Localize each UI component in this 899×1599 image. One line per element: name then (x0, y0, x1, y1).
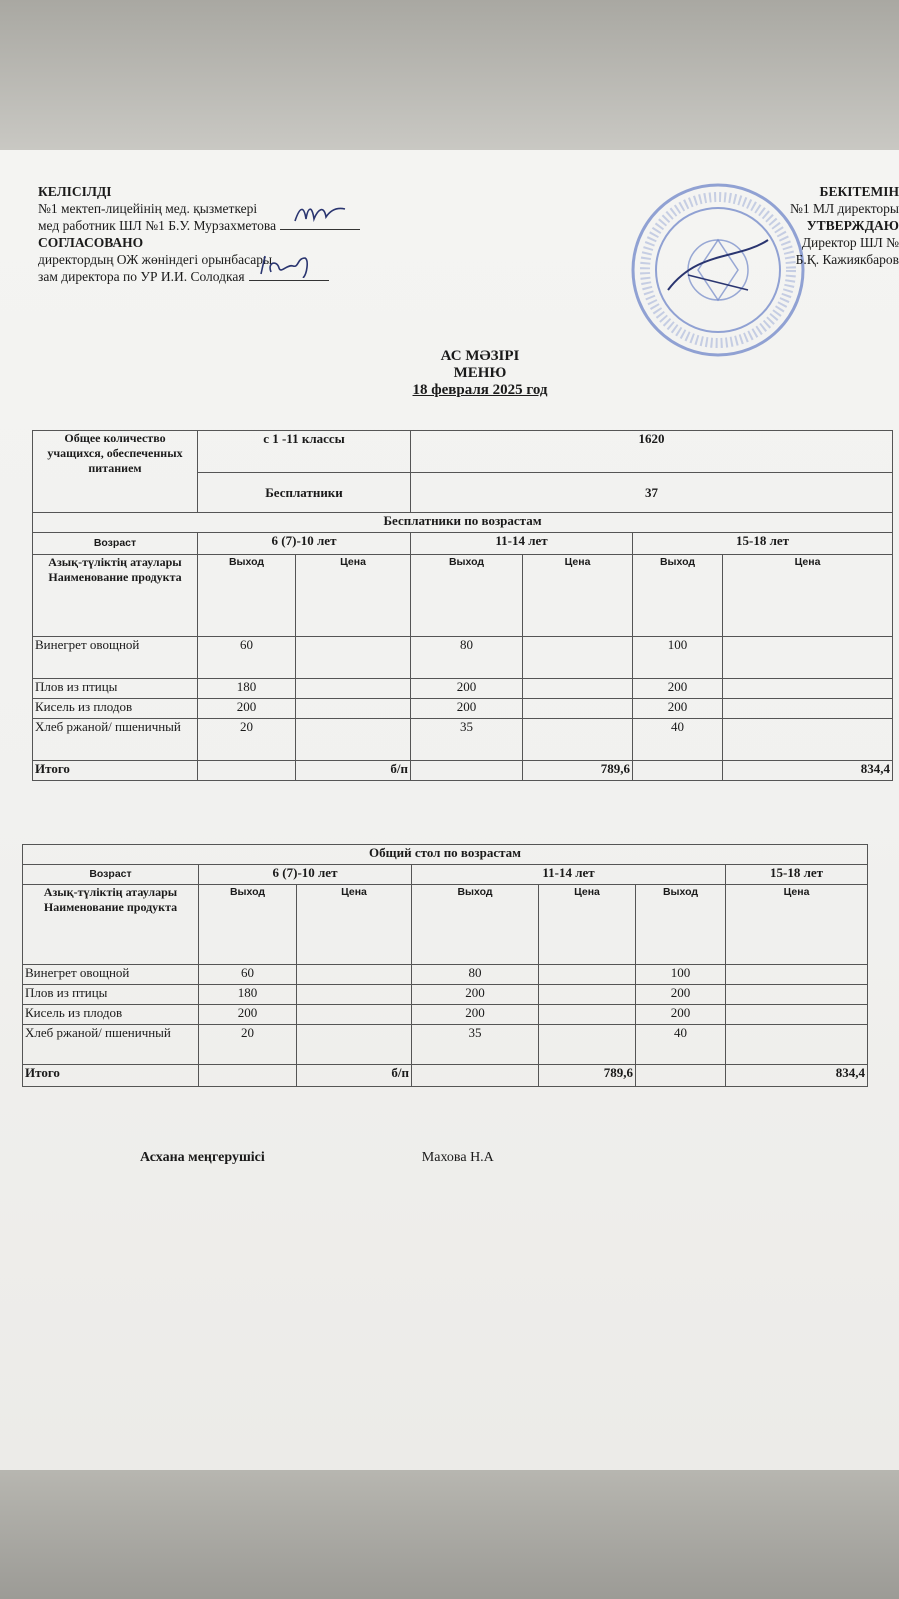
price-header: Цена (297, 885, 412, 965)
output-value: 100 (633, 637, 723, 679)
price-cell (297, 965, 412, 985)
output-value: 60 (199, 965, 297, 985)
price-cell (523, 679, 633, 699)
document-title (0, 348, 899, 399)
output-value: 180 (199, 985, 297, 1005)
signature-footer (140, 1150, 494, 1166)
approve-ru: УТВЕРЖДАЮ (806, 218, 899, 233)
product-name: Хлеб ржаной/ пшеничный (33, 719, 198, 761)
age-label: Возраст (33, 533, 198, 555)
free-label: Бесплатники (198, 473, 411, 513)
output-value: 180 (198, 679, 296, 699)
output-header: Выход (636, 885, 726, 965)
price-cell (726, 985, 868, 1005)
price-cell (523, 637, 633, 679)
total-age-2: 789,6 (523, 761, 633, 781)
free-meals-table (32, 430, 893, 781)
director-kz: №1 МЛ директоры (789, 201, 899, 216)
price-cell (723, 699, 893, 719)
price-cell (723, 719, 893, 761)
med-worker-ru: мед работник ШЛ №1 Б.У. Мурзахметова (38, 218, 277, 233)
title-date: 18 февраля 2025 год (412, 382, 548, 398)
total-age-1: б/п (297, 1065, 412, 1087)
price-cell (726, 1005, 868, 1025)
table-row (33, 719, 893, 761)
output-value: 80 (411, 637, 523, 679)
product-name: Плов из птицы (23, 985, 199, 1005)
output-header: Выход (412, 885, 539, 965)
agreed-ru: СОГЛАСОВАНО (38, 235, 144, 250)
title-kz: АС МӘЗІРІ (440, 348, 520, 364)
total-empty (636, 1065, 726, 1087)
price-header: Цена (296, 555, 411, 637)
output-value: 200 (411, 679, 523, 699)
classes-value: 1620 (411, 431, 893, 473)
output-value: 100 (636, 965, 726, 985)
output-value: 20 (198, 719, 296, 761)
table-row (33, 637, 893, 679)
output-value: 20 (199, 1025, 297, 1065)
price-cell (726, 1025, 868, 1065)
price-cell (297, 985, 412, 1005)
menu-document (0, 150, 899, 1470)
canteen-head-name: Махова Н.А (421, 1150, 494, 1165)
signature-med-worker (280, 217, 360, 230)
price-cell (296, 637, 411, 679)
deputy-ru: зам директора по УР И.И. Солодкая (38, 269, 245, 284)
output-header: Выход (199, 885, 297, 965)
output-value: 200 (411, 699, 523, 719)
age-group-1: 6 (7)-10 лет (199, 865, 412, 885)
price-header: Цена (723, 555, 893, 637)
price-header: Цена (539, 885, 636, 965)
total-row (33, 761, 893, 781)
total-empty (199, 1065, 297, 1087)
output-header: Выход (633, 555, 723, 637)
total-label: Итого (23, 1065, 199, 1087)
product-name-header: Азық-түліктің атаулары Наименование продукта (23, 885, 199, 965)
total-empty (411, 761, 523, 781)
product-name: Хлеб ржаной/ пшеничный (23, 1025, 199, 1065)
product-name: Кисель из плодов (33, 699, 198, 719)
price-cell (723, 679, 893, 699)
age-group-2: 11-14 лет (412, 865, 726, 885)
total-empty (198, 761, 296, 781)
total-row (23, 1065, 868, 1087)
price-cell (296, 719, 411, 761)
price-cell (297, 1005, 412, 1025)
output-value: 35 (411, 719, 523, 761)
product-name: Кисель из плодов (23, 1005, 199, 1025)
official-seal-icon (628, 180, 808, 360)
price-header: Цена (523, 555, 633, 637)
output-value: 200 (633, 679, 723, 699)
table-row (23, 1005, 868, 1025)
deputy-kz: директордың ОЖ жөніндегі орынбасары (38, 252, 273, 267)
free-value: 37 (411, 473, 893, 513)
price-cell (723, 637, 893, 679)
table-row (23, 1025, 868, 1065)
director-name: Б.Қ. Кажиякбаров (795, 252, 899, 267)
output-header: Выход (411, 555, 523, 637)
title-ru: МЕНЮ (453, 365, 507, 381)
total-empty (633, 761, 723, 781)
background-floor (0, 1470, 899, 1599)
table-row (33, 679, 893, 699)
age-group-2: 11-14 лет (411, 533, 633, 555)
age-group-1: 6 (7)-10 лет (198, 533, 411, 555)
price-cell (539, 1005, 636, 1025)
price-cell (523, 699, 633, 719)
output-value: 200 (412, 985, 539, 1005)
total-empty (412, 1065, 539, 1087)
output-value: 200 (199, 1005, 297, 1025)
output-value: 80 (412, 965, 539, 985)
general-table (22, 844, 868, 1087)
total-label: Итого (33, 761, 198, 781)
table-row (23, 985, 868, 1005)
output-value: 35 (412, 1025, 539, 1065)
product-name-header: Азық-түліктің атаулары Наименование продукта (33, 555, 198, 637)
med-worker-kz: №1 мектеп-лицейінің мед. қызметкері (38, 201, 258, 216)
price-header: Цена (726, 885, 868, 965)
approval-left-block (38, 183, 360, 285)
product-name: Плов из птицы (33, 679, 198, 699)
price-cell (539, 1025, 636, 1065)
total-age-3: 834,4 (723, 761, 893, 781)
price-cell (539, 985, 636, 1005)
price-cell (296, 679, 411, 699)
section-general-by-age: Общий стол по возрастам (23, 845, 868, 865)
price-cell (523, 719, 633, 761)
price-cell (539, 965, 636, 985)
output-value: 200 (633, 699, 723, 719)
total-age-1: б/п (296, 761, 411, 781)
output-value: 200 (412, 1005, 539, 1025)
price-cell (296, 699, 411, 719)
table-row (33, 699, 893, 719)
product-name: Винегрет овощной (23, 965, 199, 985)
approval-right-block (790, 183, 899, 268)
total-students-label: Общее количество учащихся, обеспеченных питанием (33, 431, 198, 513)
output-header: Выход (198, 555, 296, 637)
classes-label: с 1 -11 классы (198, 431, 411, 473)
director-ru: Директор ШЛ № (801, 235, 899, 250)
background-wall (0, 0, 899, 150)
section-free-by-age: Бесплатники по возрастам (33, 513, 893, 533)
price-cell (297, 1025, 412, 1065)
price-cell (726, 965, 868, 985)
output-value: 60 (198, 637, 296, 679)
canteen-head-label: Асхана меңгерушісі (140, 1150, 265, 1165)
total-age-3: 834,4 (726, 1065, 868, 1087)
product-name: Винегрет овощной (33, 637, 198, 679)
output-value: 40 (633, 719, 723, 761)
approve-kz: БЕКІТЕМІН (819, 184, 899, 199)
agreed-kz: КЕЛІСІЛДІ (38, 184, 112, 199)
total-age-2: 789,6 (539, 1065, 636, 1087)
age-group-3: 15-18 лет (633, 533, 893, 555)
table-row (23, 965, 868, 985)
age-group-3: 15-18 лет (726, 865, 868, 885)
signature-deputy (249, 268, 329, 281)
output-value: 200 (636, 985, 726, 1005)
output-value: 200 (198, 699, 296, 719)
output-value: 40 (636, 1025, 726, 1065)
age-label: Возраст (23, 865, 199, 885)
output-value: 200 (636, 1005, 726, 1025)
